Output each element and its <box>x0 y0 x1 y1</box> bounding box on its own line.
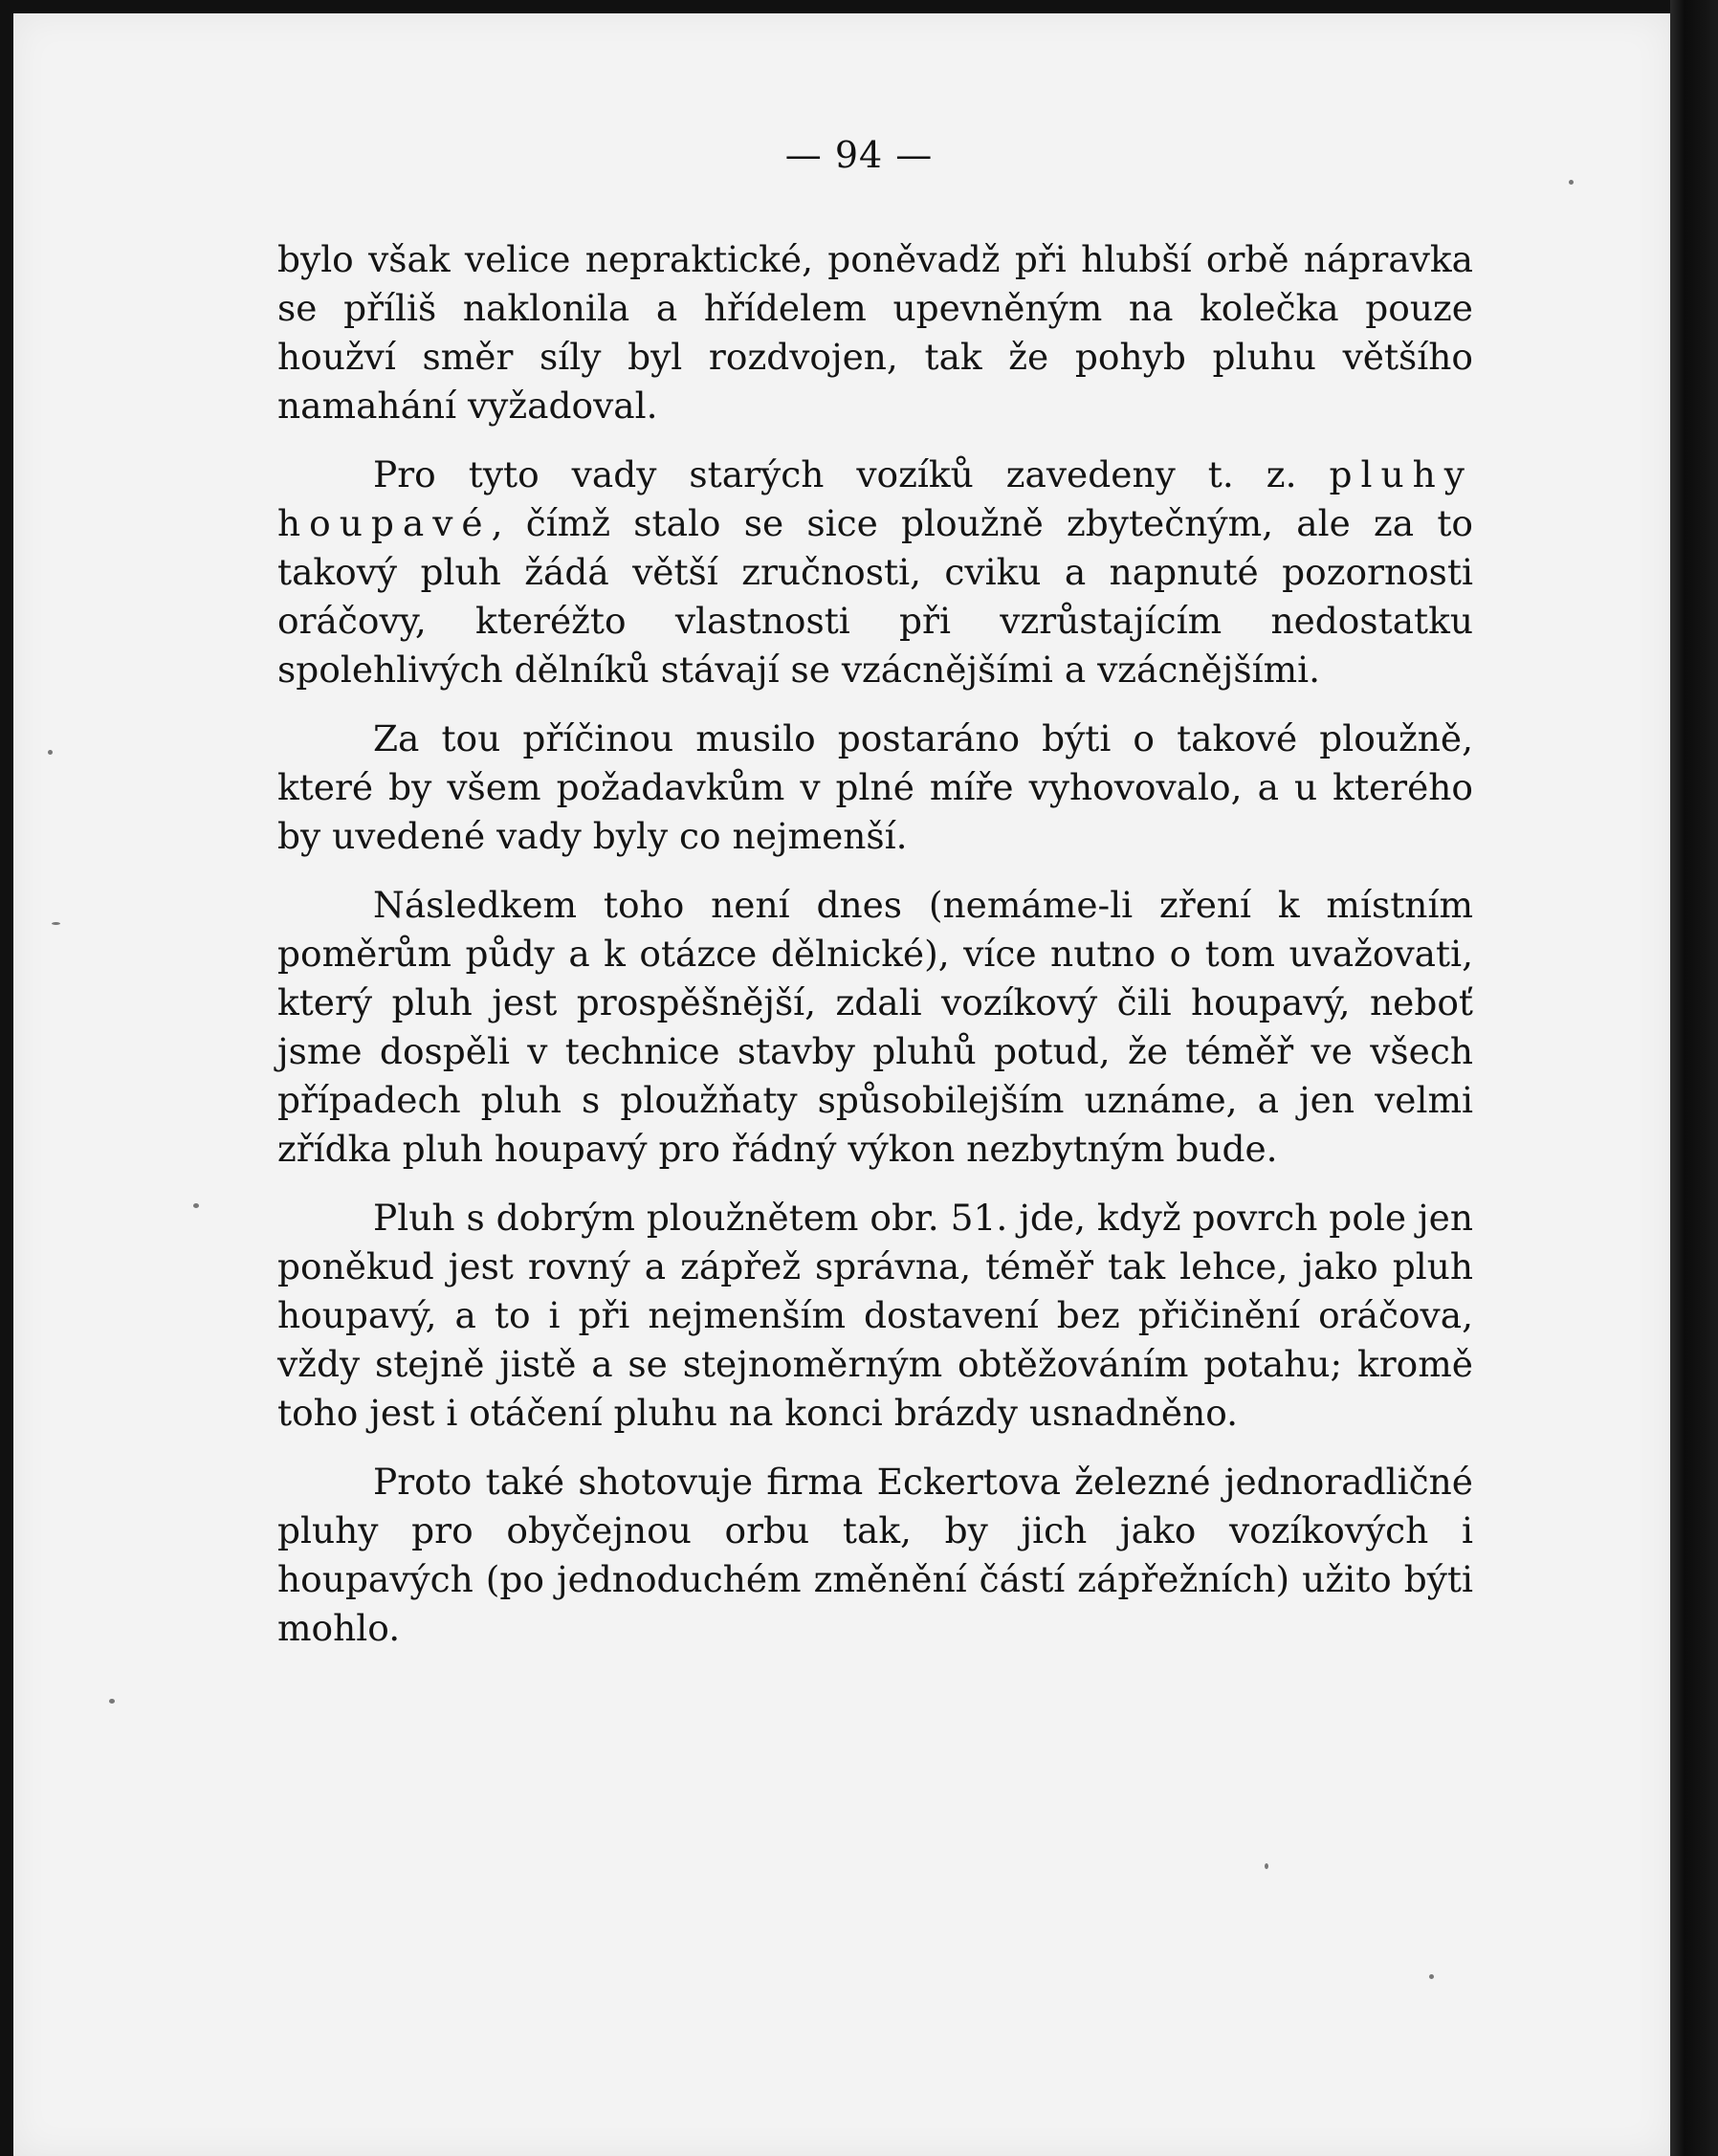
scan-top-border <box>0 0 1718 13</box>
paper-speck <box>1265 1863 1268 1869</box>
body-text <box>277 235 1473 1673</box>
paragraph-4: Následkem toho není dnes (nemáme-li zření k místním poměrům půdy a k otázce dělnické), více nutno o tom uvažovati, který pluh jest prospěšnější, zdali vozíkový čili houpavý, neboť jsme dospěli v technice stavby pluhů potud, že téměř ve všech případech pluh s ploužňaty spůsobilejším uznáme, a jen velmi zřídka pluh houpavý pro řádný výkon nezbytným bude. <box>277 884 1473 1170</box>
paragraph-2-spaced-term: pluhy houpavé <box>277 453 1473 544</box>
paragraph-1: bylo však velice nepraktické, poněvadž při hlubší orbě nápravka se příliš naklonila a hřídelem upevněným na kolečka pouze houžví směr síly byl rozdvojen, tak že pohyb pluhu většího namahání vyžadoval. <box>277 238 1473 427</box>
paragraph-2-lead: Pro tyto vady starých vozíků zavedeny t. z. <box>373 453 1330 495</box>
paper-speck <box>193 1203 199 1208</box>
paper-speck <box>1569 180 1574 185</box>
page-number: — 94 — <box>784 134 934 176</box>
paragraph-2-rest: , čímž stalo se sice ploužně zbytečným, ale za to takový pluh žádá větší zručnosti, cviku a napnuté pozornosti oráčovy, kteréžto vlastnosti při vzrůstajícím nedostatku spolehlivých dělníků stávají se vzácnějšími a vzácnějšími. <box>277 502 1473 691</box>
paper-speck <box>109 1699 115 1704</box>
paragraph-6: Proto také shotovuje firma Eckertova železné jednoradličné pluhy pro obyčejnou orbu tak, by jich jako vozíkových i houpavých (po jednoduchém změnění částí zápřežních) užito býti mohlo. <box>277 1461 1473 1649</box>
paper-speck <box>52 922 60 925</box>
paragraph-5: Pluh s dobrým ploužnětem obr. 51. jde, když povrch pole jen poněkud jest rovný a zápřež správna, téměř tak lehce, jako pluh houpavý, a to i při nejmenším dostavení bez přičinění oráčova, vždy stejně jistě a se stejnoměrným obtěžováním potahu; kromě toho jest i otáčení pluhu na konci brázdy usnadněno. <box>277 1197 1473 1434</box>
paragraph-2 <box>277 451 1473 694</box>
paper-speck <box>1429 1974 1434 1979</box>
scan-right-border <box>1670 0 1718 2156</box>
paper-speck <box>48 750 53 755</box>
paragraph-3: Za tou příčinou musilo postaráno býti o takové ploužně, které by všem požadavkům v plné míře vyhovovalo, a u kterého by uvedené vady byly co nejmenší. <box>277 717 1473 857</box>
